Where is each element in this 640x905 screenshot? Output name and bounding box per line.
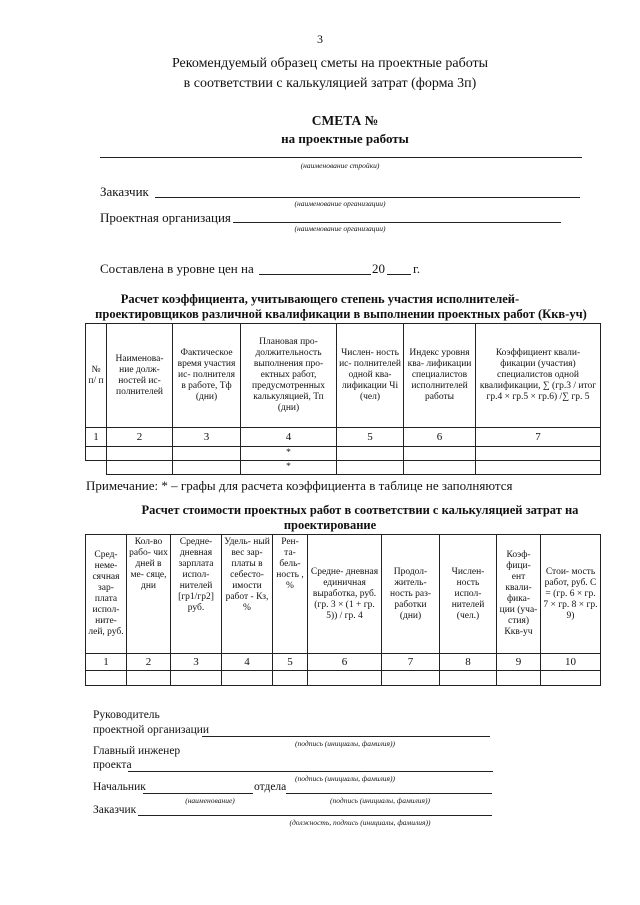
- table2-title-2: проектирование: [283, 518, 377, 532]
- proekt-org-line: [233, 222, 561, 223]
- t1-number-cell: 5: [337, 428, 404, 447]
- sign-line-4: [138, 815, 492, 816]
- caption-sign-3: (подпись (инициалы, фамилия)): [330, 796, 430, 805]
- t2-number-cell: 3: [171, 654, 222, 671]
- caption-org-2: (наименование организации): [294, 224, 386, 233]
- t2-header-cell: Средне- дневная зарплата испол- нителей [гр1/гр2] руб.: [171, 535, 222, 654]
- coefficient-table: [85, 323, 601, 475]
- year-prefix: 20: [372, 261, 385, 276]
- t1-header-cell: № п/ п: [86, 324, 107, 428]
- t2-number-cell: 9: [497, 654, 541, 671]
- t2-header-cell: Сред- неме- сячная зар- плата испол- ните- лей, руб.: [86, 535, 127, 654]
- t1-header-cell: Наименова- ние долж- ностей ис- полнителей: [107, 324, 173, 428]
- t2-number-cell: 2: [127, 654, 171, 671]
- t1-number-cell: 3: [173, 428, 241, 447]
- stroyka-line: [100, 157, 582, 158]
- star-cell: *: [241, 461, 337, 475]
- caption-stroyka: (наименование стройки): [300, 161, 380, 170]
- cost-table: [85, 534, 601, 686]
- star-cell: *: [241, 447, 337, 461]
- sign-glavny-2: проекта: [93, 759, 132, 771]
- t2-number-cell: 7: [382, 654, 440, 671]
- caption-org-1: (наименование организации): [294, 199, 386, 208]
- t1-header-cell: Фактическое время участия ис- полнителя в работе, Тф (дни): [173, 324, 241, 428]
- t1-header-cell: Индекс уровня ква- лификации специалистов исполнителей работы: [404, 324, 476, 428]
- caption-sign-2: (подпись (инициалы, фамилия)): [295, 774, 395, 783]
- t2-header-cell: Удель- ный вес зар- платы в себесто- имости работ - Кз, %: [222, 535, 273, 654]
- t2-number-cell: 6: [308, 654, 382, 671]
- sign-zakazchik: Заказчик: [93, 804, 137, 816]
- caption-dolzh: (должность, подпись (инициалы, фамилия)): [289, 818, 431, 827]
- t1-header-cell: Плановая про- должительность выполнения про- ектных работ, предусмотренных калькуляцией, Тп (дни): [241, 324, 337, 428]
- t2-number-cell: 10: [541, 654, 601, 671]
- t1-number-cell: 2: [107, 428, 173, 447]
- sostavlena-label: Составлена в уровне цен на: [100, 261, 254, 276]
- table-row: [86, 461, 601, 475]
- table2-header-row: [86, 535, 601, 654]
- t1-header-cell: Числен- ность ис- полнителей одной ква- лификации Чi (чел): [337, 324, 404, 428]
- sign-rukovoditel-1: Руководитель: [93, 709, 160, 721]
- caption-sign-1: (подпись (инициалы, фамилия)): [295, 739, 395, 748]
- t1-number-cell: 1: [86, 428, 107, 447]
- year-line: [387, 274, 411, 275]
- t1-number-cell: 7: [476, 428, 601, 447]
- table1-number-row: [86, 428, 601, 447]
- t2-header-cell: Рен- та- бель- ность , %: [273, 535, 308, 654]
- date-line: [259, 274, 371, 275]
- sign-nachalnik: Начальник: [93, 781, 146, 793]
- t1-number-cell: 4: [241, 428, 337, 447]
- table1-note: Примечание: * – графы для расчета коэффициента в таблице не заполняются: [86, 478, 513, 493]
- sign-otdela: отдела: [254, 781, 287, 793]
- t2-header-cell: Продол- житель- ность раз- работки (дни): [382, 535, 440, 654]
- t2-number-cell: 1: [86, 654, 127, 671]
- heading-line-2: в соответствии с калькуляцией затрат (форма 3п): [183, 76, 477, 91]
- sign-glavny-1: Главный инженер: [93, 745, 181, 757]
- table1-header-row: [86, 324, 601, 428]
- t2-header-cell: Стои- мость работ, руб. С = (гр. 6 × гр. 7 × гр. 8 × гр. 9): [541, 535, 601, 654]
- table1-title-2: проектировщиков различной квалификации в выполнении проектных работ (Ккв-уч): [95, 307, 587, 321]
- zakazchik-line: [155, 197, 580, 198]
- t2-number-cell: 5: [273, 654, 308, 671]
- smeta-subtitle: на проектные работы: [281, 131, 409, 146]
- smeta-title: СМЕТА №: [311, 113, 379, 128]
- heading-line-1: Рекомендуемый образец сметы на проектные работы: [171, 56, 489, 71]
- table-row: [86, 447, 601, 461]
- t2-number-cell: 8: [440, 654, 497, 671]
- t2-header-cell: Числен- ность испол- нителей (чел.): [440, 535, 497, 654]
- caption-naim: (наименование): [185, 796, 235, 805]
- t2-header-cell: Коэф- фици- ент квали- фика- ции (уча- стия) Ккв-уч: [497, 535, 541, 654]
- table2-title-1: Расчет стоимости проектных работ в соответствии с калькуляцией затрат на: [141, 503, 579, 517]
- otdel-name-line: [143, 793, 253, 794]
- proekt-org-label: Проектная организация: [100, 210, 231, 225]
- table2-number-row: [86, 654, 601, 671]
- t1-header-cell: Коэффициент квали- фикации (участия) специалистов одной квалификации, ∑ (гр.3 / итог гр.4 × гр.5 × гр.6) /∑ гр. 5: [476, 324, 601, 428]
- t2-header-cell: Средне- дневная единичная выработка, руб. (гр. 3 × (1 + гр. 5)) / гр. 4: [308, 535, 382, 654]
- sign-line-3: [286, 793, 492, 794]
- zakazchik-label: Заказчик: [100, 184, 149, 199]
- table-row: [86, 671, 601, 686]
- t2-header-cell: Кол-во рабо- чих дней в ме- сяце, дни: [127, 535, 171, 654]
- sign-line-2: [128, 771, 493, 772]
- sign-line-1: [202, 736, 490, 737]
- year-suffix: г.: [413, 261, 421, 276]
- table1-title-1: Расчет коэффициента, учитывающего степень участия исполнителей-: [120, 292, 520, 306]
- t2-number-cell: 4: [222, 654, 273, 671]
- page-number: 3: [317, 32, 323, 46]
- t1-number-cell: 6: [404, 428, 476, 447]
- sign-rukovoditel-2: проектной организации: [93, 724, 210, 736]
